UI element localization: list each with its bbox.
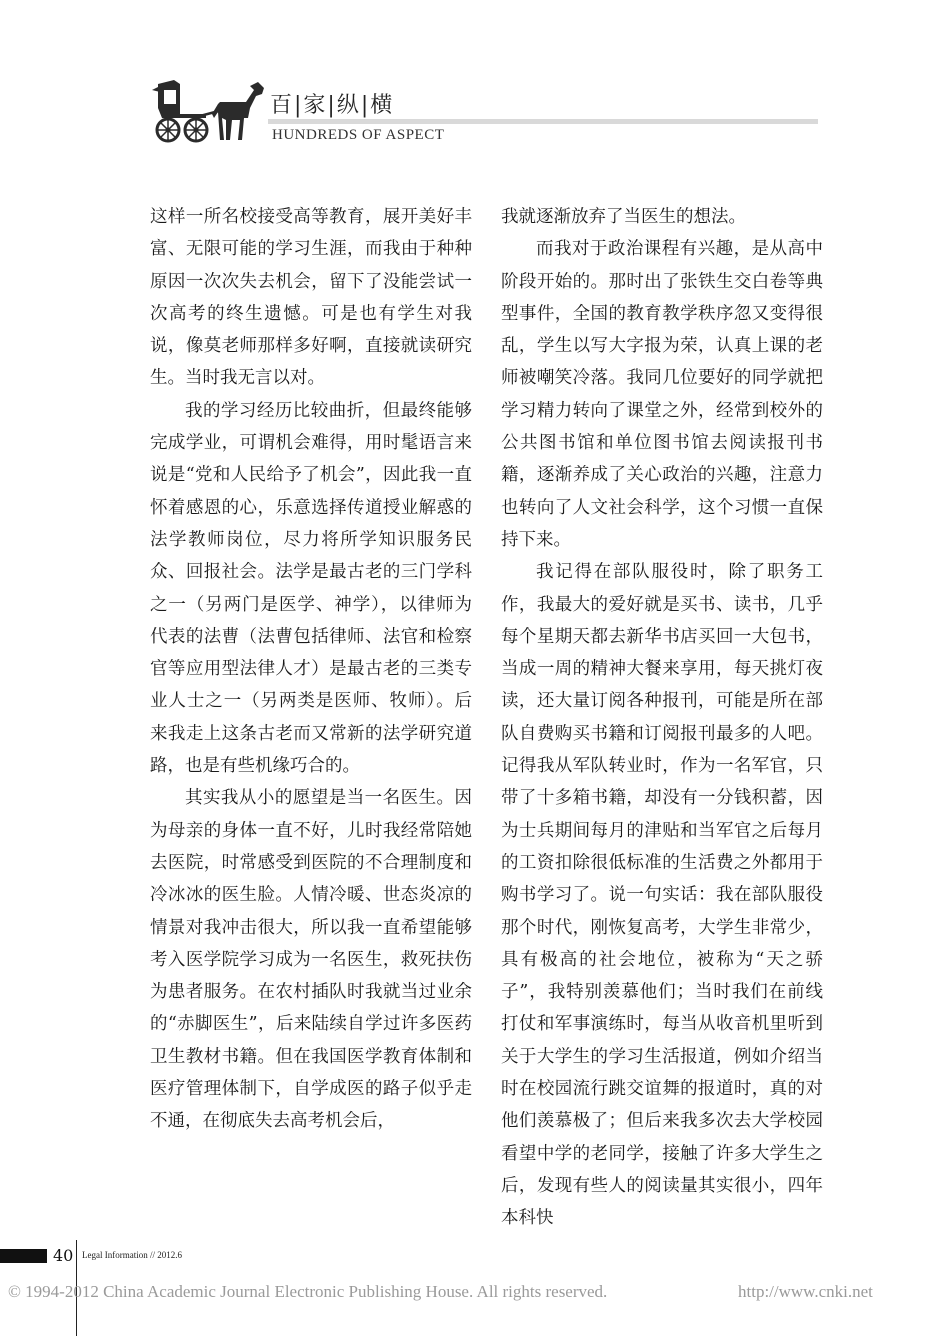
paragraph: 我就逐渐放弃了当医生的想法。	[501, 207, 746, 227]
header-divider	[268, 119, 818, 124]
journal-name: Legal Information // 2012.6	[82, 1250, 182, 1260]
footer-bar	[0, 1249, 47, 1263]
section-title: 百|家|纵|横	[270, 93, 395, 118]
paragraph: 这样一所名校接受高等教育，展开美好丰富、无限可能的学习生涯，而我由于种种原因一次次失去机会，留下了没能尝试一次高考的终生遗憾。可是也有学生对我说，像莫老师那样多好啊，直接就读研究生。当时我无言以对。	[150, 207, 472, 389]
horse-carriage-icon	[150, 78, 268, 144]
source-url: http://www.cnki.net	[738, 1282, 873, 1301]
page-number: 40	[53, 1246, 74, 1265]
paragraph: 我记得在部队服役时，除了职务工作，我最大的爱好就是买书、读书，几乎每个星期天都去新华书店买回一大包书，当成一周的精神大餐来享用，每天挑灯夜读，还大量订阅各种报刊，可能是所在部队自费购买书籍和订阅报刊最多的人吧。记得我从军队转业时，作为一名军官，只带了十多箱书籍，却没有一分钱积蓄，因为士兵期间每月的津贴和当军官之后每月的工资扣除很低标准的生活费之外都用于购书学习了。说一句实话：我在部队服役那个时代，刚恢复高考，大学生非常少，具有极高的社会地位，被称为“天之骄子”，我特别羡慕他们；当时我们在前线打仗和军事演练时，每当从收音机里听到关于大学生的学习生活报道，例如介绍当时在校园流行跳交谊舞的报道时，真的对他们羡慕极了；但后来我多次去大学校园看望中学的老同学，接触了许多大学生之后，发现有些人的阅读量其实很小，四年本科快	[501, 562, 823, 1229]
left-column	[150, 201, 472, 1138]
paragraph: 其实我从小的愿望是当一名医生。因为母亲的身体一直不好，儿时我经常陪她去医院，时常感受到医院的不合理制度和冷冰冰的医生脸。人情冷暖、世态炎凉的情景对我冲击很大，所以我一直希望能够考入医学院学习成为一名医生，救死扶伤为患者服务。在农村插队时我就当过业余的“赤脚医生”，后来陆续自学过许多医药卫生教材书籍。但在我国医学教育体制和医疗管理体制下，自学成医的路子似乎走不通，在彻底失去高考机会后，	[150, 788, 472, 1132]
section-subtitle: HUNDREDS OF ASPECT	[272, 127, 445, 143]
copyright-notice: © 1994-2012 China Academic Journal Electronic Publishing House. All rights reserved.	[8, 1282, 608, 1301]
paragraph: 我的学习经历比较曲折，但最终能够完成学业，可谓机会难得，用时髦语言来说是“党和人民给予了机会”，因此我一直怀着感恩的心，乐意选择传道授业解惑的法学教师岗位，尽力将所学知识服务民众、回报社会。法学是最古老的三门学科之一（另两门是医学、神学），以律师为代表的法曹（法曹包括律师、法官和检察官等应用型法律人才）是最古老的三类专业人士之一（另两类是医师、牧师）。后来我走上这条古老而又常新的法学研究道路，也是有些机缘巧合的。	[150, 400, 472, 777]
right-column	[501, 201, 823, 1235]
paragraph: 而我对于政治课程有兴趣，是从高中阶段开始的。那时出了张铁生交白卷等典型事件，全国的教育教学秩序忽又变得很乱，学生以写大字报为荣，认真上课的老师被嘲笑冷落。我同几位要好的同学就把学习精力转向了课堂之外，经常到校外的公共图书馆和单位图书馆去阅读报刊书籍，逐渐养成了关心政治的兴趣，注意力也转向了人文社会科学，这个习惯一直保持下来。	[501, 239, 823, 550]
